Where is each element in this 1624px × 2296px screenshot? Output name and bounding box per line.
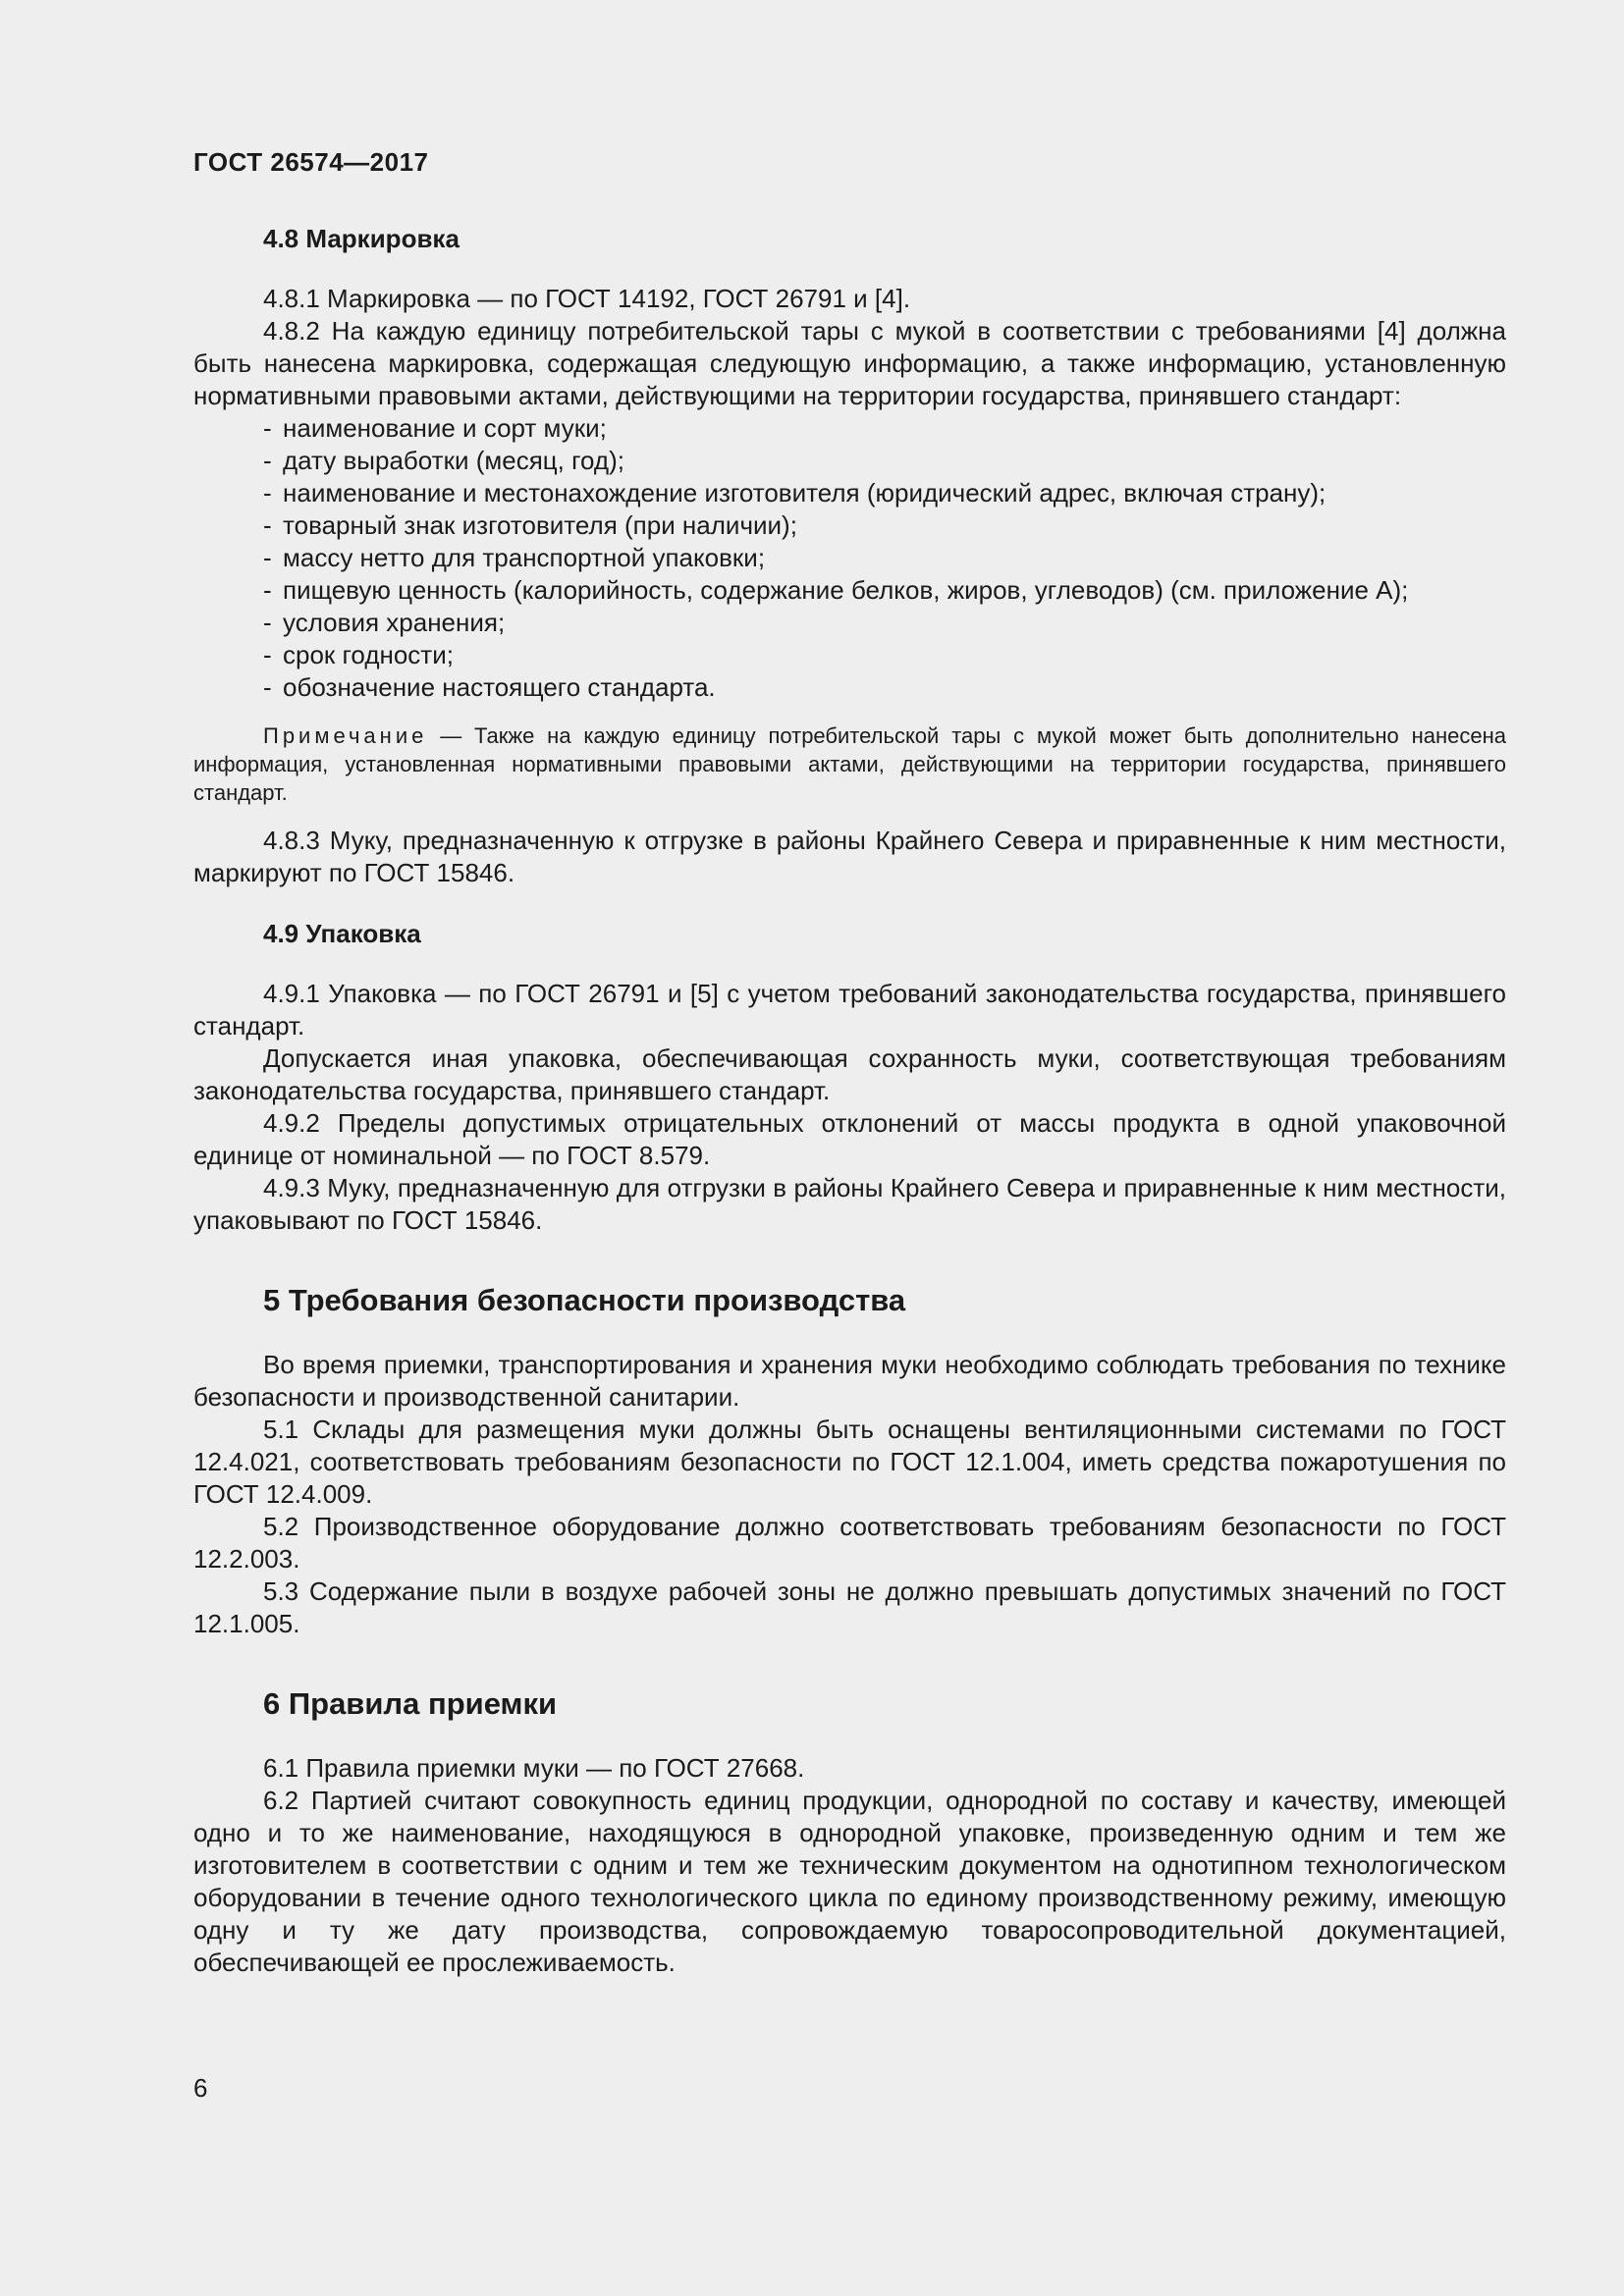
- document-code: ГОСТ 26574—2017: [193, 147, 429, 177]
- paragraph-4-8-3: 4.8.3 Муку, предназначенную к отгрузке в районы Крайнего Севера и приравненные к ним местности, маркируют по ГОСТ 15846.: [193, 826, 1506, 887]
- section-heading-5: 5 Требования безопасности производства: [263, 1283, 906, 1317]
- list-item: - обозначение настоящего стандарта.: [263, 671, 1506, 704]
- marking-requirements-list: [193, 412, 1506, 704]
- list-item: - пищевую ценность (калорийность, содержание белков, жиров, углеводов) (см. приложение А);: [263, 574, 1506, 607]
- paragraph-6-2: 6.2 Партией считают совокупность единиц продукции, однородной по составу и качеству, имеющей одно и то же наименование, находящуюся в однородной упаковке, произведенную одним и тем же изготовителем в соответствии с одним и тем же техническим документом на однотипном технологическом оборудовании в течение одного технологического цикла по единому производственному режиму, имеющую одну и ту же дату производства, сопровождаемую товаросопроводительной документацией, обеспечивающей ее прослеживаемость.: [193, 1786, 1506, 1977]
- paragraph-4-8-2: 4.8.2 На каждую единицу потребительской тары с мукой в соответствии с требованиями [4] должна быть нанесена маркировка, содержащая следующую информацию, а также информацию, установленную нормативными правовыми актами, действующими на территории государства, принявшего стандарт:: [193, 316, 1506, 410]
- paragraph-4-9-2: 4.9.2 Пределы допустимых отрицательных отклонений от массы продукта в одной упаковочной единице от номинальной — по ГОСТ 8.579.: [193, 1108, 1506, 1170]
- list-item: - наименование и местонахождение изготовителя (юридический адрес, включая страну);: [263, 477, 1506, 509]
- list-item: - срок годности;: [263, 639, 1506, 671]
- subsection-heading-4-8: 4.8 Маркировка: [263, 224, 460, 253]
- paragraph-5-3: 5.3 Содержание пыли в воздухе рабочей зоны не должно превышать допустимых значений по ГОСТ 12.1.005.: [193, 1576, 1506, 1638]
- list-item: - дату выработки (месяц, год);: [263, 445, 1506, 477]
- paragraph-4-9-3: 4.9.3 Муку, предназначенную для отгрузки в районы Крайнего Севера и приравненные к ним местности, упаковывают по ГОСТ 15846.: [193, 1173, 1506, 1235]
- paragraph-5-1: 5.1 Склады для размещения муки должны быть оснащены вентиляционными системами по ГОСТ 12.4.021, соответствовать требованиям безопасности по ГОСТ 12.1.004, иметь средства пожаротушения по ГОСТ 12.4.009.: [193, 1415, 1506, 1509]
- section-heading-6: 6 Правила приемки: [263, 1686, 558, 1721]
- paragraph-4-9-1: 4.9.1 Упаковка — по ГОСТ 26791 и [5] с учетом требований законодательства государства, принявшего стандарт.: [193, 979, 1506, 1041]
- subsection-heading-4-9: 4.9 Упаковка: [263, 919, 421, 948]
- note-label: Примечание: [263, 723, 428, 748]
- paragraph-5-2: 5.2 Производственное оборудование должно соответствовать требованиям безопасности по ГОСТ 12.2.003.: [193, 1512, 1506, 1574]
- document-page: [193, 0, 1506, 2296]
- paragraph-6-1: 6.1 Правила приемки муки — по ГОСТ 27668.: [263, 1753, 805, 1783]
- page-number: 6: [193, 2073, 208, 2103]
- paragraph-4-9-1-continued: Допускается иная упаковка, обеспечивающая сохранность муки, соответствующая требованиям законодательства государства, принявшего стандарт.: [193, 1043, 1506, 1105]
- note: [193, 721, 1506, 807]
- paragraph-5-intro: Во время приемки, транспортирования и хранения муки необходимо соблюдать требования по технике безопасности и производственной санитарии.: [193, 1350, 1506, 1412]
- list-item: - массу нетто для транспортной упаковки;: [263, 542, 1506, 574]
- document-body: [193, 222, 1506, 1979]
- note-text: — Также на каждую единицу потребительской тары с мукой может быть дополнительно нанесена информация, установленная нормативными правовыми актами, действующими на территории государства, принявшего стандарт.: [193, 723, 1506, 805]
- paragraph-4-8-1: 4.8.1 Маркировка — по ГОСТ 14192, ГОСТ 26791 и [4].: [263, 284, 911, 313]
- list-item: - товарный знак изготовителя (при наличии);: [263, 509, 1506, 542]
- list-item: - наименование и сорт муки;: [263, 412, 1506, 445]
- list-item: - условия хранения;: [263, 607, 1506, 639]
